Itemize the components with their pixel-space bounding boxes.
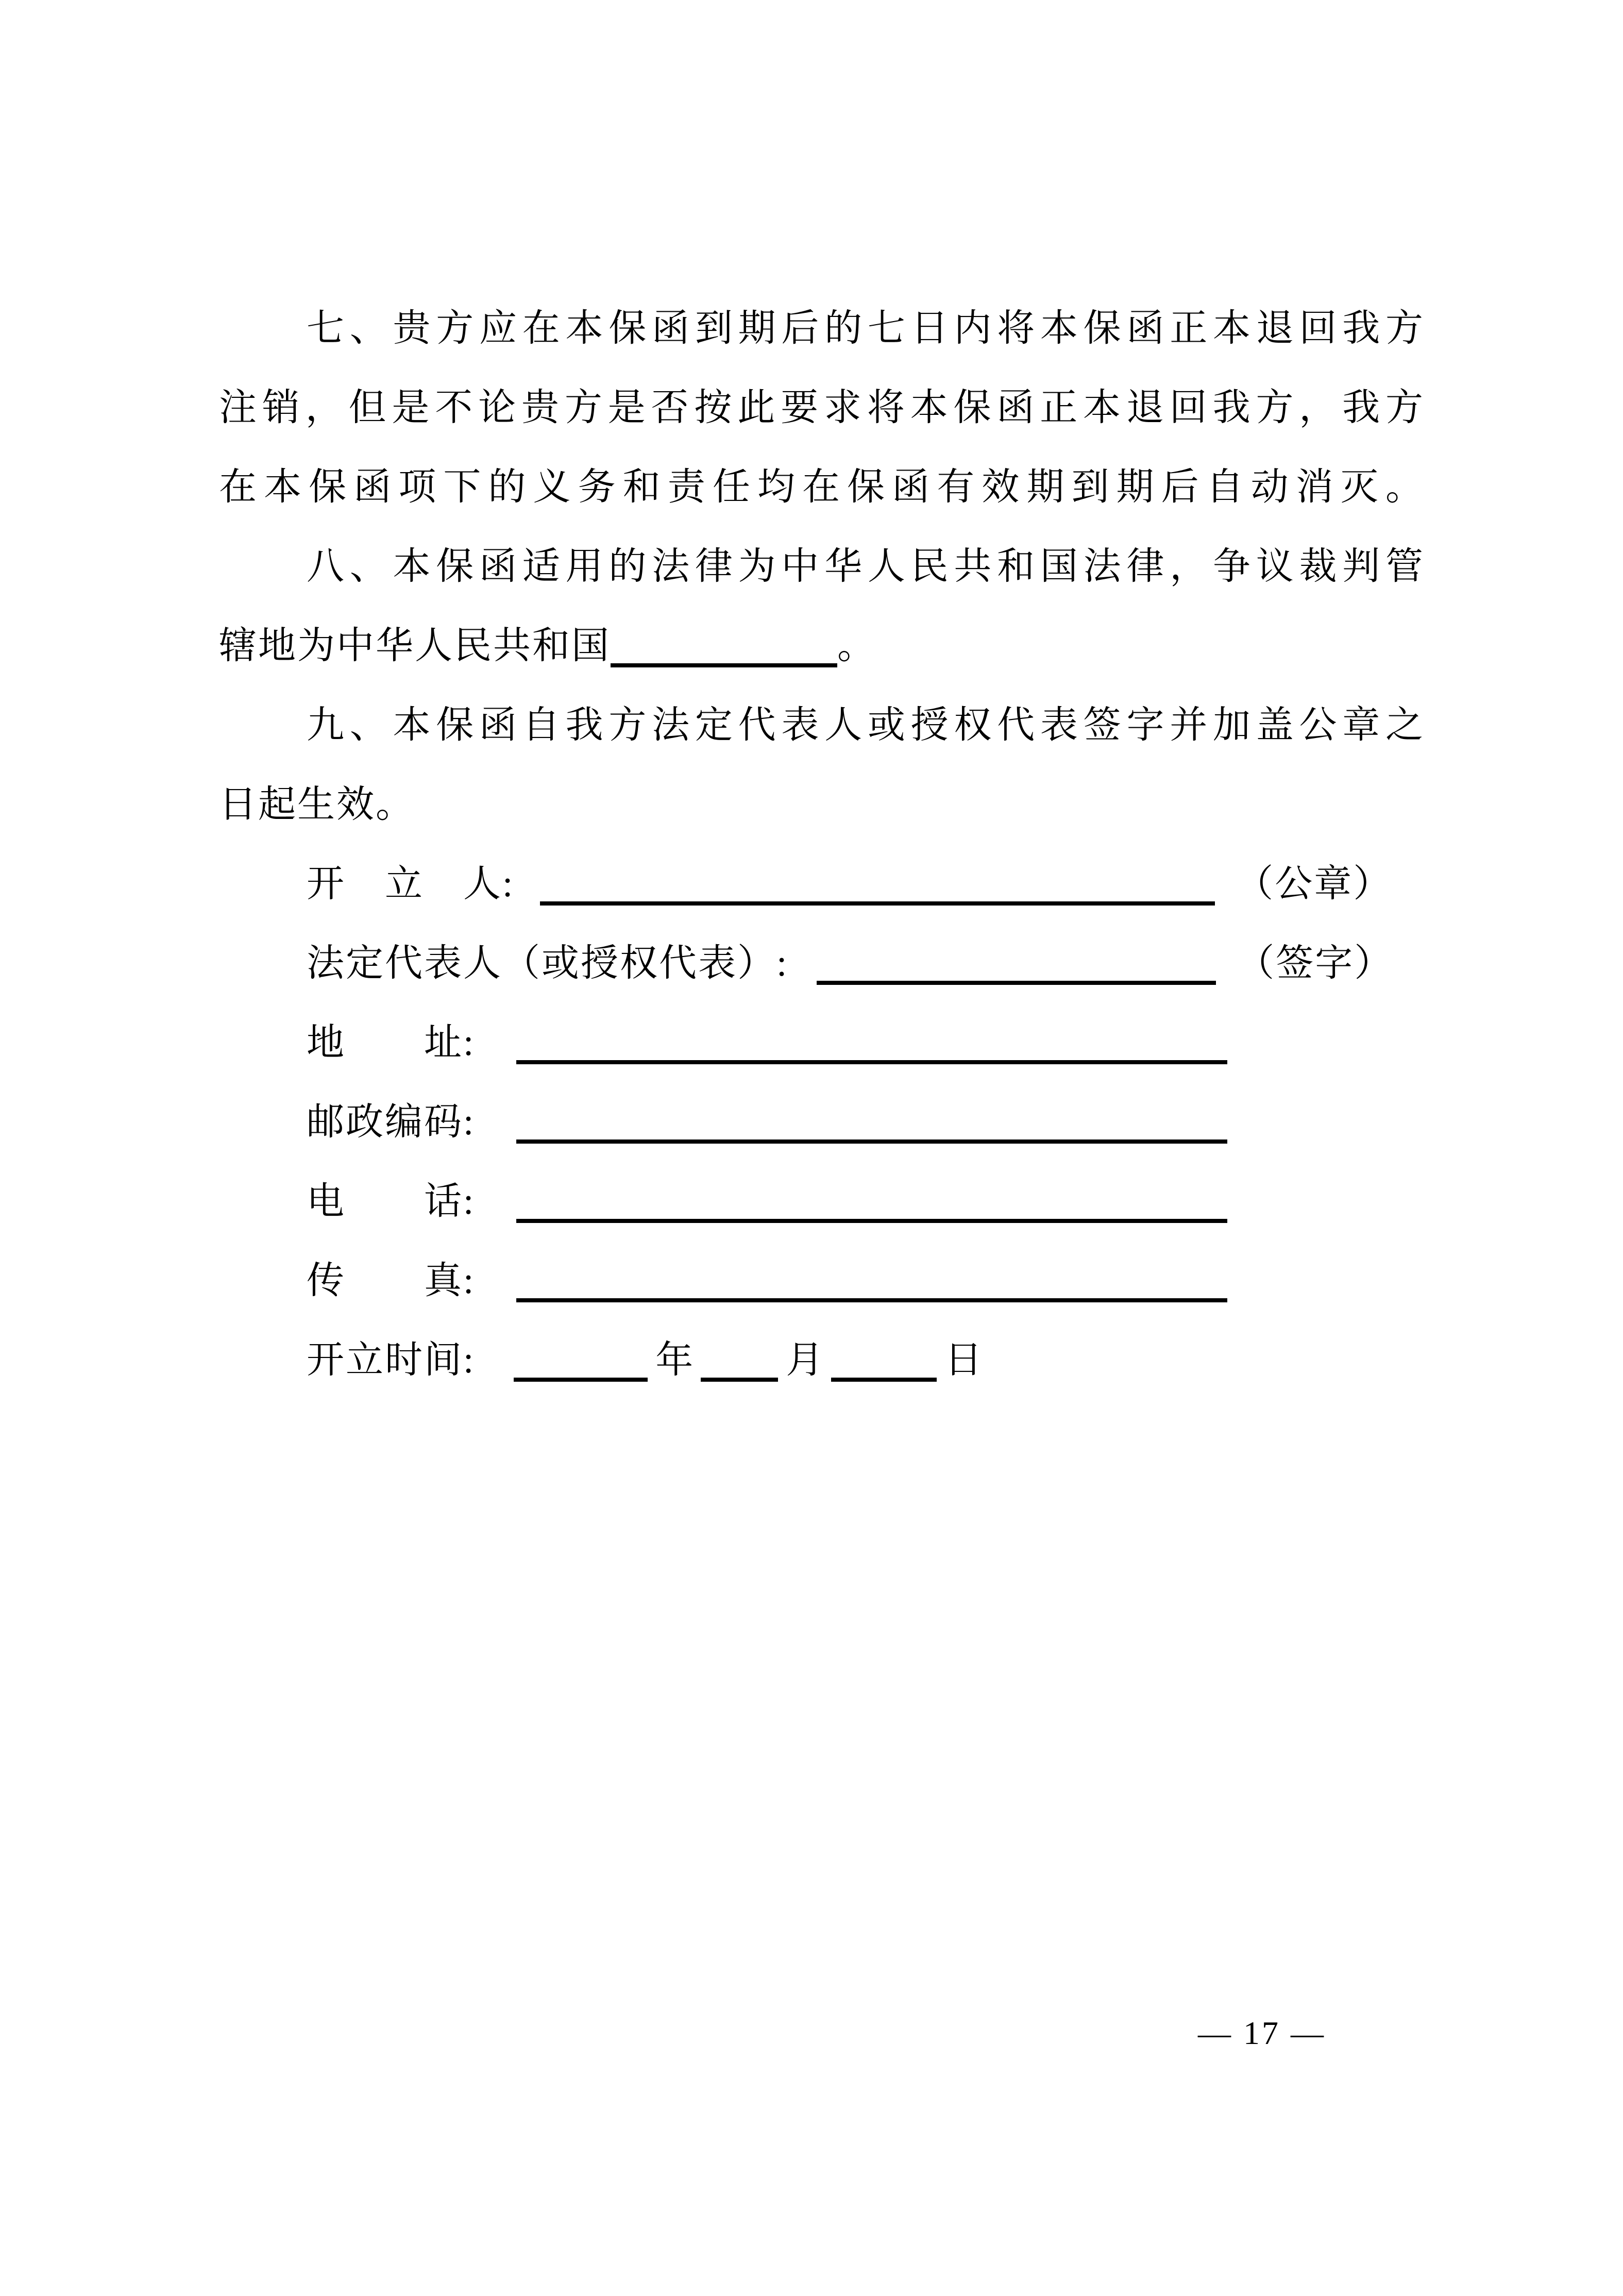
document-body	[219, 289, 1425, 1400]
clause-9-line-1: 九、本保函自我方法定代表人或授权代表签字并加盖公章之	[307, 704, 1425, 746]
form-row-fax	[219, 1241, 1425, 1320]
clause-7-line-2: 注销，但是不论贵方是否按此要求将本保函正本退回我方，我方	[219, 387, 1425, 428]
postal-code-blank	[516, 1129, 1227, 1144]
address-blank	[516, 1050, 1227, 1064]
official-seal-note: （公章）	[1236, 863, 1393, 904]
jurisdiction-text: 辖地为中华人民共和国	[219, 625, 611, 666]
clause-7-line-1: 七、贵方应在本保函到期后的七日内将本保函正本退回我方	[307, 307, 1425, 349]
form-row-legal-rep	[219, 924, 1425, 1003]
clause-8-line-2	[219, 606, 1425, 685]
form-row-postal-code	[219, 1082, 1425, 1162]
legal-rep-blank	[817, 970, 1216, 985]
phone-blank	[516, 1209, 1227, 1223]
clause-8-line-1: 八、本保函适用的法律为中华人民共和国法律，争议裁判管	[307, 545, 1425, 587]
day-blank	[831, 1367, 937, 1382]
legal-rep-label: 法定代表人（或授权代表）:	[307, 942, 789, 984]
form-row-issue-date	[219, 1320, 1425, 1400]
address-label: 地 址:	[307, 1021, 476, 1063]
year-label: 年	[655, 1339, 695, 1381]
phone-label: 电 话:	[307, 1180, 476, 1222]
signature-note: （签字）	[1237, 942, 1394, 984]
fax-label: 传 真:	[307, 1260, 476, 1301]
period: 。	[837, 625, 876, 666]
clause-9-line-2: 日起生效。	[219, 783, 415, 825]
fax-blank	[516, 1288, 1227, 1302]
jurisdiction-blank	[611, 653, 837, 667]
day-label: 日	[944, 1339, 984, 1381]
issue-date-label: 开立时间:	[307, 1339, 476, 1381]
page-number: — 17 —	[1198, 2015, 1326, 2051]
form-row-phone	[219, 1162, 1425, 1241]
month-blank	[701, 1367, 778, 1382]
postal-code-label: 邮政编码:	[307, 1101, 476, 1143]
year-blank	[514, 1367, 648, 1382]
issuer-label: 开 立 人:	[307, 863, 515, 904]
month-label: 月	[786, 1339, 825, 1381]
clause-7-line-3: 在本保函项下的义务和责任均在保函有效期到期后自动消灭。	[219, 466, 1425, 508]
form-row-issuer	[219, 844, 1425, 924]
issuer-blank	[540, 891, 1215, 906]
form-row-address	[219, 1003, 1425, 1082]
